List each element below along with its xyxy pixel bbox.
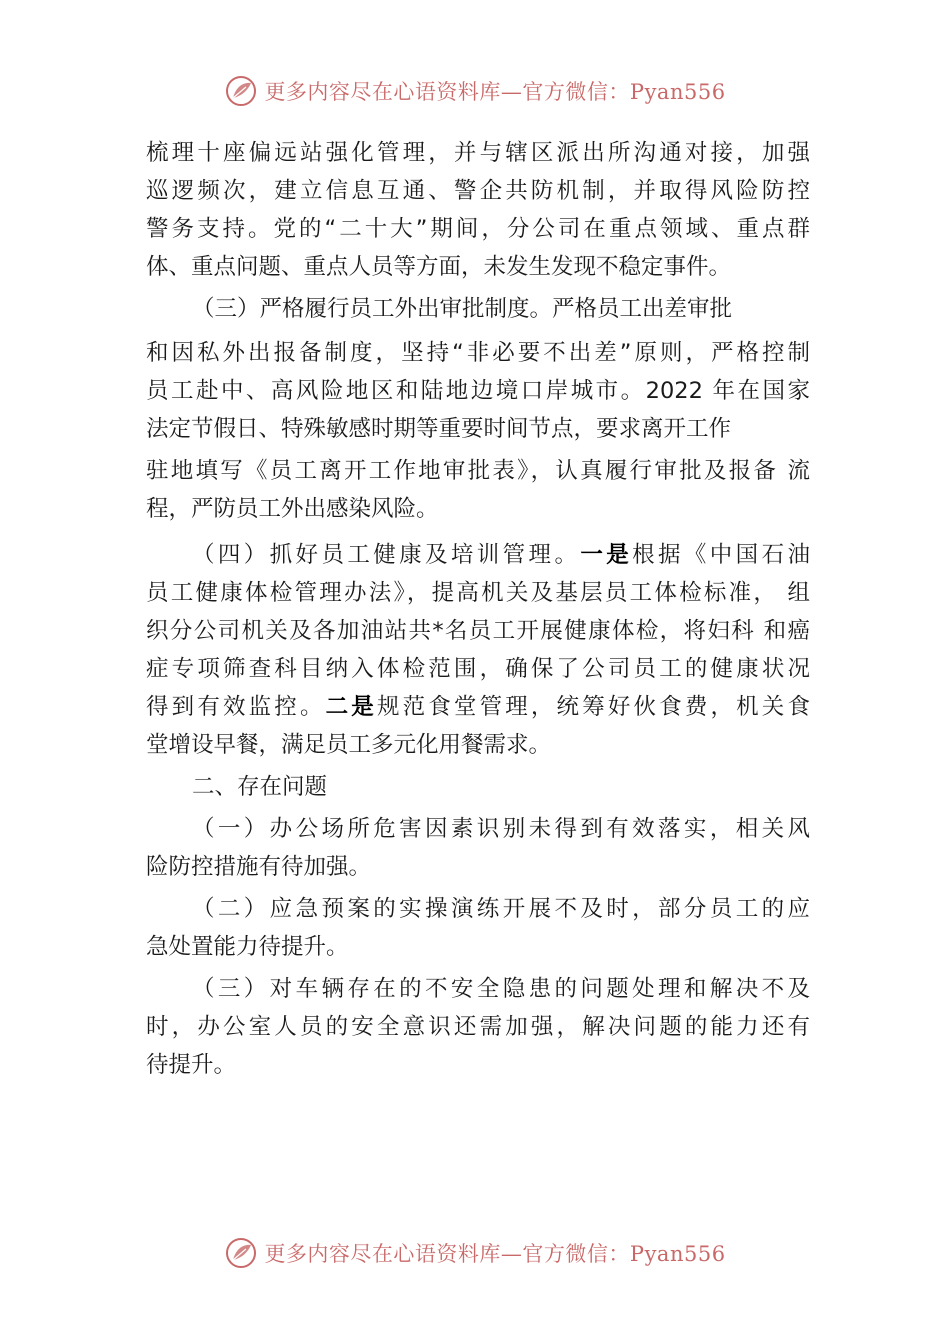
bold-marker: 一是: [580, 542, 633, 568]
text-line: 险防控措施有待加强。: [146, 854, 372, 880]
text-line: 急处置能力待提升。: [146, 934, 349, 960]
paragraph-6: [146, 970, 810, 1084]
watermark-text: 更多内容尽在心语资料库—官方微信：Pyan556: [264, 80, 726, 104]
paragraph-5: [146, 890, 810, 966]
text-line: 和因私外出报备制度，坚持“非必要不出差”原则，严格控制: [146, 340, 810, 366]
paragraph-2: [146, 290, 810, 528]
text-line: 堂增设早餐，满足员工多元化用餐需求。: [146, 732, 552, 758]
text-segment: （四）抓好员工健康及培训管理。: [192, 542, 581, 568]
text-line: （三）对车辆存在的不安全隐患的问题处理和解决不及: [192, 976, 810, 1002]
text-line: （一）办公场所危害因素识别未得到有效落实，相关风: [192, 816, 810, 842]
text-line: 员工健康体检管理办法》，提高机关及基层员工体检标准， 组: [146, 580, 810, 606]
paragraph-3: [146, 536, 810, 764]
text-line: 程，严防员工外出感染风险。: [146, 496, 439, 522]
text-line: 法定节假日、特殊敏感时期等重要时间节点，要求离开工作: [146, 416, 732, 442]
watermark-text: 更多内容尽在心语资料库—官方微信：Pyan556: [264, 1242, 726, 1266]
watermark-footer: [0, 1236, 950, 1270]
paragraph-1: [146, 134, 810, 286]
bold-marker: 二是: [325, 694, 377, 720]
text-line: 体、重点问题、重点人员等方面，未发生发现不稳定事件。: [146, 254, 732, 280]
text-line: 症专项筛查科目纳入体检范围，确保了公司员工的健康状况: [146, 656, 810, 682]
text-segment: 根据《中国石油: [632, 542, 810, 568]
text-line: 梳理十座偏远站强化管理，并与辖区派出所沟通对接，加强: [146, 140, 810, 166]
text-line: [146, 688, 810, 726]
paragraph-4: [146, 810, 810, 886]
text-line: 时，办公室人员的安全意识还需加强，解决问题的能力还有: [146, 1014, 810, 1040]
text-line: [146, 536, 810, 574]
text-line: 驻地填写《员工离开工作地审批表》，认真履行审批及报备 流: [146, 458, 810, 484]
text-line: （三）严格履行员工外出审批制度。严格员工出差审批: [192, 296, 733, 322]
text-segment: 规范食堂管理，统筹好伙食费，机关食: [376, 694, 810, 720]
text-line: 员工赴中、高风险地区和陆地边境口岸城市。2022 年在国家: [146, 378, 810, 404]
document-body: [146, 134, 810, 1084]
text-line: 待提升。: [146, 1052, 237, 1078]
text-line: 警务支持。党的“二十大”期间，分公司在重点领域、重点群: [146, 216, 810, 242]
text-line: 织分公司机关及各加油站共*名员工开展健康体检，将妇科 和癌: [146, 618, 810, 644]
section-heading-2: [146, 768, 810, 806]
text-segment: 得到有效监控。: [146, 694, 326, 720]
text-line: 巡逻频次，建立信息互通、警企共防机制，并取得风险防控: [146, 178, 810, 204]
leaf-logo-icon: [224, 1236, 258, 1270]
heading-text: 二、存在问题: [192, 774, 328, 800]
watermark-header: [0, 74, 950, 108]
leaf-logo-icon: [224, 74, 258, 108]
text-line: （二）应急预案的实操演练开展不及时，部分员工的应: [192, 896, 810, 922]
